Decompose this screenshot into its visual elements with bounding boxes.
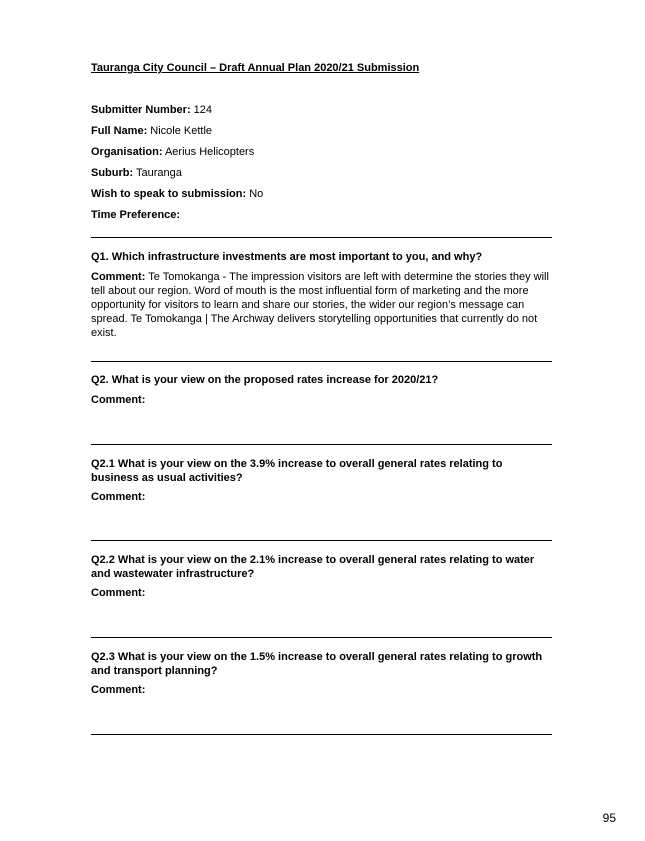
divider [91, 361, 552, 362]
submitter-number-field: Submitter Number: 124 [91, 104, 213, 116]
divider [91, 540, 552, 541]
page-number: 95 [602, 811, 616, 825]
full-name-field: Full Name: Nicole Kettle [91, 125, 213, 137]
question-q2: Q2. What is your view on the proposed rates increase for 2020/21? [91, 374, 439, 386]
question-q2-1: Q2.1 What is your view on the 3.9% increase to overall general rates relating to business as usual activities? [91, 458, 503, 484]
question-q1: Q1. Which infrastructure investments are most important to you, and why? [91, 251, 483, 263]
organisation-field: Organisation: Aerius Helicopters [91, 146, 255, 158]
question-q2-2: Q2.2 What is your view on the 2.1% increase to overall general rates relating to water and wastewater infrastructure? [91, 554, 535, 580]
wish-to-speak-field: Wish to speak to submission: No [91, 188, 264, 200]
comment-q2-1: Comment: [91, 491, 146, 503]
divider [91, 237, 552, 238]
suburb-field: Suburb: Tauranga [91, 167, 182, 179]
comment-q2: Comment: [91, 394, 146, 406]
divider [91, 444, 552, 445]
divider [91, 637, 552, 638]
document-title: Tauranga City Council – Draft Annual Plan 2020/21 Submission [91, 62, 420, 74]
comment-q2-3: Comment: [91, 684, 146, 696]
time-preference-field: Time Preference: [91, 209, 181, 221]
divider [91, 734, 552, 735]
question-q2-3: Q2.3 What is your view on the 1.5% increase to overall general rates relating to growth and transport planning? [91, 651, 543, 677]
comment-q1: Comment: Te Tomokanga - The impression visitors are left with determine the stories they will tell about our region. Word of mouth is the most influential form of marketing and the more opportunity for visitors to learn and share our stories, the wider our region’s message can spread. Te Tomokanga | The Archway delivers storytelling opportunities that currently do not exist. [91, 271, 549, 339]
comment-q2-2: Comment: [91, 587, 146, 599]
